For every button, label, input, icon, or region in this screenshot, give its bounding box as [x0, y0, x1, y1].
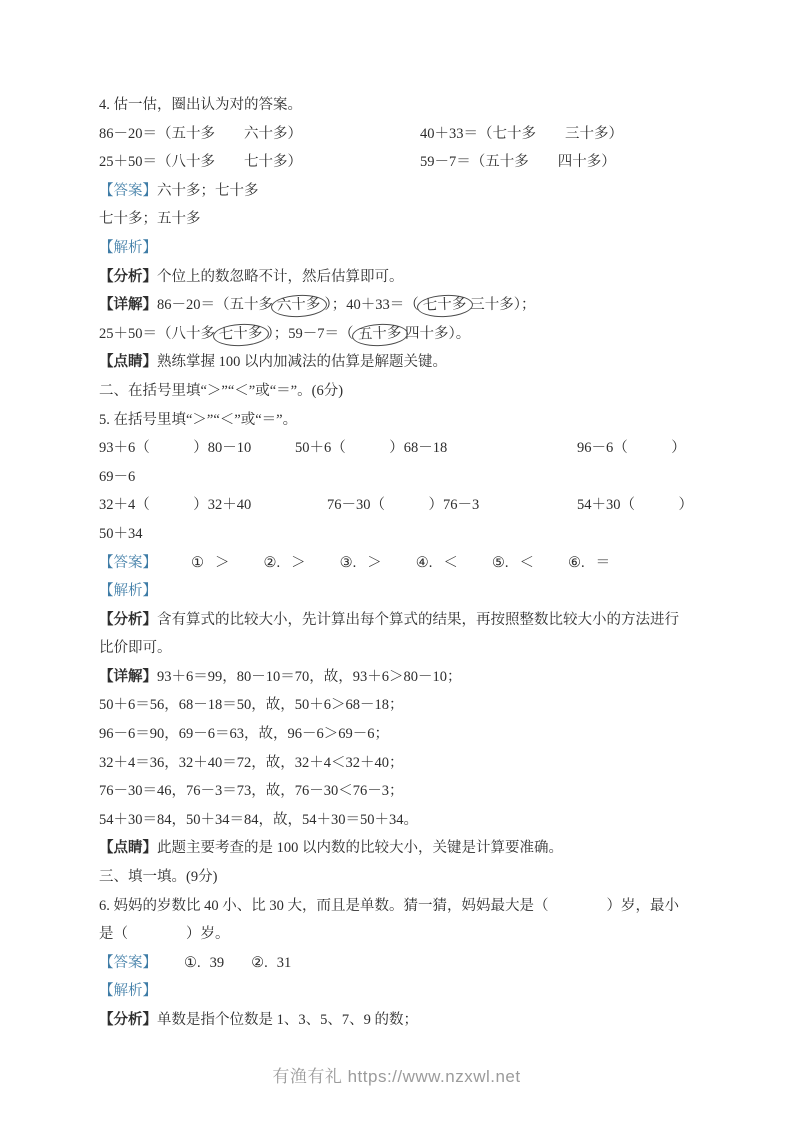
q4-detail-seg: 25＋50＝（八十多: [99, 325, 215, 342]
q5-row-1: [99, 434, 724, 463]
answer-item-number: ①: [191, 554, 204, 571]
q4-analysis-text: 个位上的数忽略不计，然后估算即可。: [157, 268, 404, 285]
q5-analysis-header: [99, 577, 724, 606]
q5-detail-line-3: 96－6＝90，69－6＝63，故，96－6＞69－6；: [99, 726, 389, 743]
q6-answer-row: [99, 949, 724, 978]
q6-line-1: 6. 妈妈的岁数比 40 小、比 30 大，而且是单数。猜一猜，妈妈最大是（ ）岁，最小: [99, 897, 679, 914]
section3-heading: 三、填一填。(9分): [99, 869, 218, 886]
q4-detail-seg: 四十多）。: [405, 325, 471, 342]
analysis-label: 【分析】: [99, 611, 157, 628]
q5-title: 5. 在括号里填“＞”“＜”或“＝”。: [99, 411, 298, 428]
analysis-header-label: 【解析】: [99, 583, 157, 600]
q4-expression-3: 25＋50＝（八十多 七十多）: [99, 154, 302, 171]
q5-expression-5: 76－30（ ）76－3: [327, 497, 480, 514]
analysis-header-label: 【解析】: [99, 983, 157, 1000]
q6-answer-item: [251, 949, 291, 978]
q4-detail-seg: 三十多）；: [470, 297, 536, 314]
answer-item-number: ③.: [339, 554, 357, 571]
q4-expression-1: 86－20＝（五十多 六十多）: [99, 125, 302, 142]
q5-answer-item: [191, 549, 230, 578]
q5-answer-item: [568, 549, 610, 578]
q5-analysis-text: 含有算式的比较大小，先计算出每个算式的结果，再按照整数比较大小的方法进行: [157, 611, 679, 628]
circled-answer: 五十多: [351, 322, 408, 347]
q4-tip-line: [99, 348, 724, 377]
q4-analysis-header: [99, 234, 724, 263]
q5-detail-line-2: 50＋6＝56，68－18＝50，故，50＋6＞68－18；: [99, 697, 404, 714]
tip-label: 【点睛】: [99, 840, 157, 857]
q5-analysis-line-2: 比价即可。: [99, 640, 172, 657]
q5-detail-line-1: [99, 663, 724, 692]
worksheet-content: [99, 91, 724, 1035]
circled-answer: 七十多: [212, 322, 269, 347]
watermark-footer: [0, 1062, 793, 1087]
answer-item-value: 31: [276, 954, 292, 971]
answer-item-value: 39: [209, 954, 225, 971]
q4-option-row-1: [99, 120, 724, 149]
q4-detail-seg: ）；59－7＝（: [266, 325, 354, 342]
q5-tip-text: 此题主要考查的是 100 以内数的比较大小，关键是计算要准确。: [157, 840, 563, 857]
answer-item-number: ⑥.: [568, 554, 585, 571]
q4-detail-line-1: [99, 291, 724, 320]
answer-item-number: ②.: [263, 554, 281, 571]
q4-answer-line-1: [99, 177, 724, 206]
q5-expression-2: 50＋6（ ）68－18: [295, 440, 448, 457]
analysis-header-label: 【解析】: [99, 239, 157, 256]
q5-expression-1: 93＋6（ ）80－10: [99, 440, 252, 457]
tip-label: 【点睛】: [99, 354, 157, 371]
q6-analysis-header: [99, 977, 724, 1006]
q5-detail-line-4: 32＋4＝36，32＋40＝72，故，32＋4＜32＋40；: [99, 754, 404, 771]
q4-expression-4: 59－7＝（五十多 四十多）: [420, 154, 616, 171]
q6-line-2: 是（ ）岁。: [99, 926, 230, 943]
q4-analysis-line: [99, 263, 724, 292]
q5-detail-line-6: 54＋30＝84，50＋34＝84，故，54＋30＝50＋34。: [99, 811, 418, 828]
answer-item-value: ＞: [215, 554, 230, 571]
answer-label: 【答案】: [99, 182, 157, 199]
q6-answer-item: [184, 949, 224, 978]
q5-answer-item: [416, 549, 458, 578]
q5-answer-item: [340, 549, 382, 578]
q5-tip-line: [99, 834, 724, 863]
analysis-label: 【分析】: [99, 268, 157, 285]
answer-item-value: ＜: [443, 554, 458, 571]
q5-expression-4: 32＋4（ ）32＋40: [99, 497, 252, 514]
q5-row-1-wrap: 69－6: [99, 468, 136, 485]
q4-title: 4. 估一估，圈出认为对的答案。: [99, 97, 302, 113]
q4-answer-text-1: 六十多；七十多: [157, 182, 259, 199]
q4-detail-seg: 86－20＝（五十多: [157, 297, 273, 314]
detail-label: 【详解】: [99, 297, 157, 314]
answer-item-value: ＜: [519, 554, 534, 571]
answer-label: 【答案】: [99, 954, 157, 971]
answer-item-number: ①.: [184, 954, 201, 971]
q5-answer-row: [99, 549, 724, 578]
analysis-label: 【分析】: [99, 1012, 157, 1028]
q4-detail-line-2: [99, 320, 724, 349]
answer-item-number: ②.: [251, 954, 268, 971]
answer-item-number: ⑤.: [491, 554, 509, 571]
q5-analysis-line-1: [99, 606, 724, 635]
q5-row-2-wrap: 50＋34: [99, 525, 143, 542]
q5-expression-6: 54＋30（ ）: [577, 497, 693, 514]
q4-tip-text: 熟练掌握 100 以内加减法的估算是解题关键。: [157, 354, 447, 371]
answer-item-value: ＞: [367, 554, 382, 571]
q5-expression-3: 96－6（ ）: [577, 440, 686, 457]
q4-expression-2: 40＋33＝（七十多 三十多）: [420, 125, 623, 142]
detail-label: 【详解】: [99, 668, 157, 685]
answer-item-value: ＞: [291, 554, 306, 571]
q5-row-2: [99, 491, 724, 520]
answer-item-number: ④.: [415, 554, 433, 571]
q5-detail-line-5: 76－30＝46，76－3＝73，故，76－30＜76－3；: [99, 783, 404, 800]
section2-heading: 二、在括号里填“＞”“＜”或“＝”。(6分): [99, 382, 344, 399]
answer-item-value: ＝: [595, 554, 611, 571]
q6-analysis-line: [99, 1006, 724, 1035]
q5-detail-text: 93＋6＝99，80－10＝70，故，93＋6＞80－10；: [157, 668, 462, 685]
q4-answer-line-2: 七十多；五十多: [99, 211, 201, 228]
circled-answer: 七十多: [416, 294, 473, 319]
q5-answer-item: [264, 549, 306, 578]
answer-label: 【答案】: [99, 554, 157, 571]
circled-answer: 六十多: [270, 294, 327, 319]
q5-answer-item: [492, 549, 534, 578]
q4-option-row-2: [99, 148, 724, 177]
q6-analysis-text: 单数是指个位数是 1、3、5、7、9 的数；: [157, 1012, 418, 1028]
watermark-text: 有渔有礼 https://www.nzxwl.net: [272, 1067, 521, 1086]
q4-detail-seg: ）；40＋33＝（: [324, 297, 419, 314]
